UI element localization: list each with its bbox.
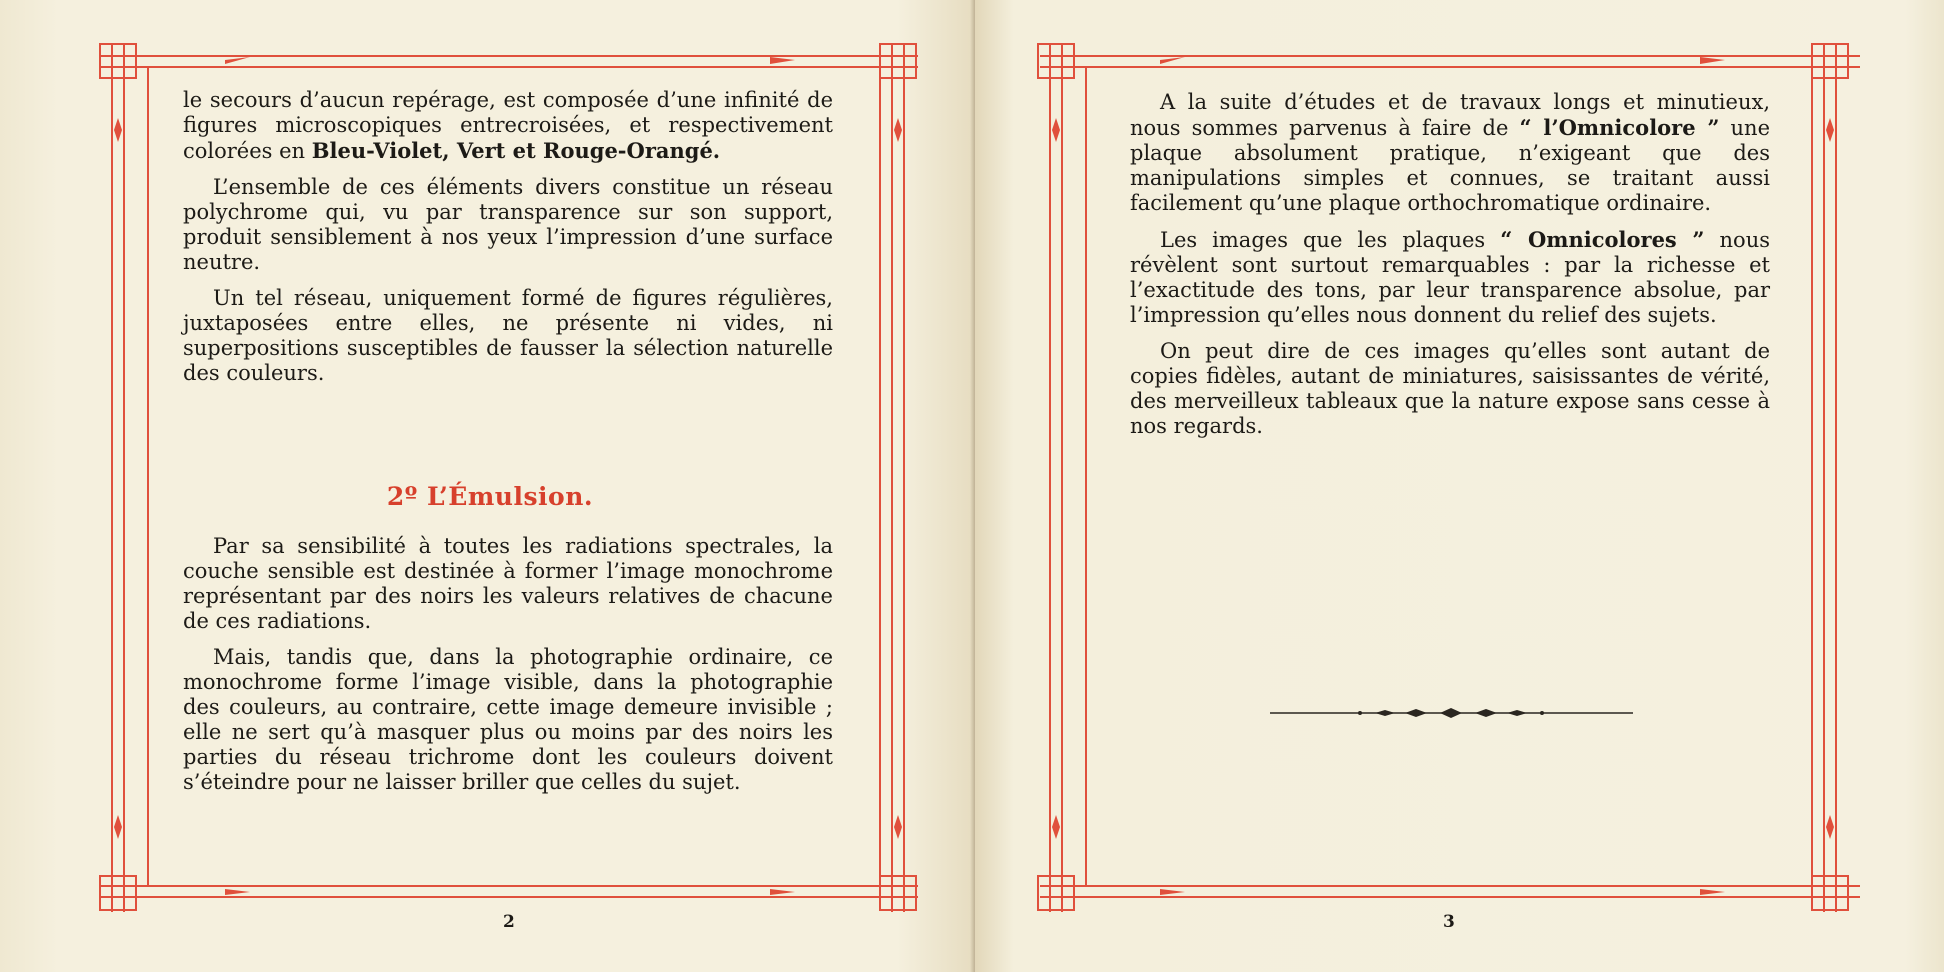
right-paragraph-2-bold: “ Omnicolores ” — [1500, 227, 1705, 252]
left-paragraph-1 — [183, 88, 833, 164]
left-paragraph-4-text: Par sa sensibilité à toutes les radiations spectrales, la couche sensible est destinée à former l’image monochrome représentant par des noirs les valeurs relatives de chacune de ces radiations. — [183, 534, 833, 633]
left-paragraph-3 — [183, 286, 833, 386]
left-paragraph-3-text: Un tel réseau, uniquement formé de figures régulières, juxtaposées entre elles, ne présente ni vides, ni superpositions susceptibles de fausser la sélection naturelle des couleurs. — [183, 286, 833, 385]
left-text-bottom — [183, 534, 833, 806]
page-number-right: 3 — [1443, 912, 1455, 932]
left-paragraph-5 — [183, 645, 833, 795]
left-paragraph-2-text: L’ensemble de ces éléments divers constitue un réseau polychrome qui, vu par transparence sur son support, produit sensiblement à nos yeux l’impression d’une surface neutre. — [183, 175, 833, 274]
left-paragraph-5-text: Mais, tandis que, dans la photographie ordinaire, ce monochrome forme l’image visible, dans la photographie des couleurs, au contraire, cette image demeure invisible ; elle ne sert qu’à masquer plus ou moins par des noirs les parties du réseau trichrome dont les couleurs doivent s’éteindre pour ne laisser briller que celles du sujet. — [183, 645, 833, 794]
right-paragraph-2-text-a: Les images que les plaques — [1160, 228, 1501, 252]
left-paragraph-2 — [183, 175, 833, 275]
right-paragraph-2 — [1130, 227, 1770, 328]
right-paragraph-3 — [1130, 339, 1770, 439]
right-page — [975, 0, 1944, 972]
left-paragraph-1-bold: Bleu-Violet, Vert et Rouge-Orangé. — [311, 138, 721, 163]
page-number-left: 2 — [503, 912, 515, 932]
right-paragraph-1-text-b: une plaque absolument pratique, n’exigeant que des manipulations simples et connues, se traitant aussi facilement qu’une plaque orthochromatique ordinaire. — [1130, 116, 1771, 215]
right-paragraph-2-text-b: nous révèlent sont surtout remarquables : par la richesse et l’exactitude des tons, par leur transparence absolue, par l’impression qu’elles nous donnent du relief des sujets. — [1130, 228, 1770, 327]
tailpiece-ornament — [1270, 708, 1633, 718]
right-paragraph-1-bold: “ l’Omnicolore ” — [1519, 115, 1720, 140]
right-paragraph-3-text: On peut dire de ces images qu’elles sont autant de copies fidèles, autant de miniatures, saisissantes de vérité, des merveilleux tableaux que la nature expose sans cesse à nos regards. — [1130, 339, 1770, 438]
left-text-top — [183, 88, 833, 397]
right-paragraph-1 — [1130, 90, 1770, 216]
section-heading: 2º L’Émulsion. — [386, 482, 594, 511]
right-text — [1130, 90, 1770, 450]
right-paragraph-1-text-a: A la suite d’études et de travaux longs et minutieux, nous sommes parvenus à faire de — [1130, 90, 1770, 140]
left-paragraph-4 — [183, 534, 833, 634]
left-paragraph-1-text: le secours d’aucun repérage, est composée d’une infinité de figures microscopiques entrecroisées, et respectivement colorées en — [183, 88, 833, 163]
